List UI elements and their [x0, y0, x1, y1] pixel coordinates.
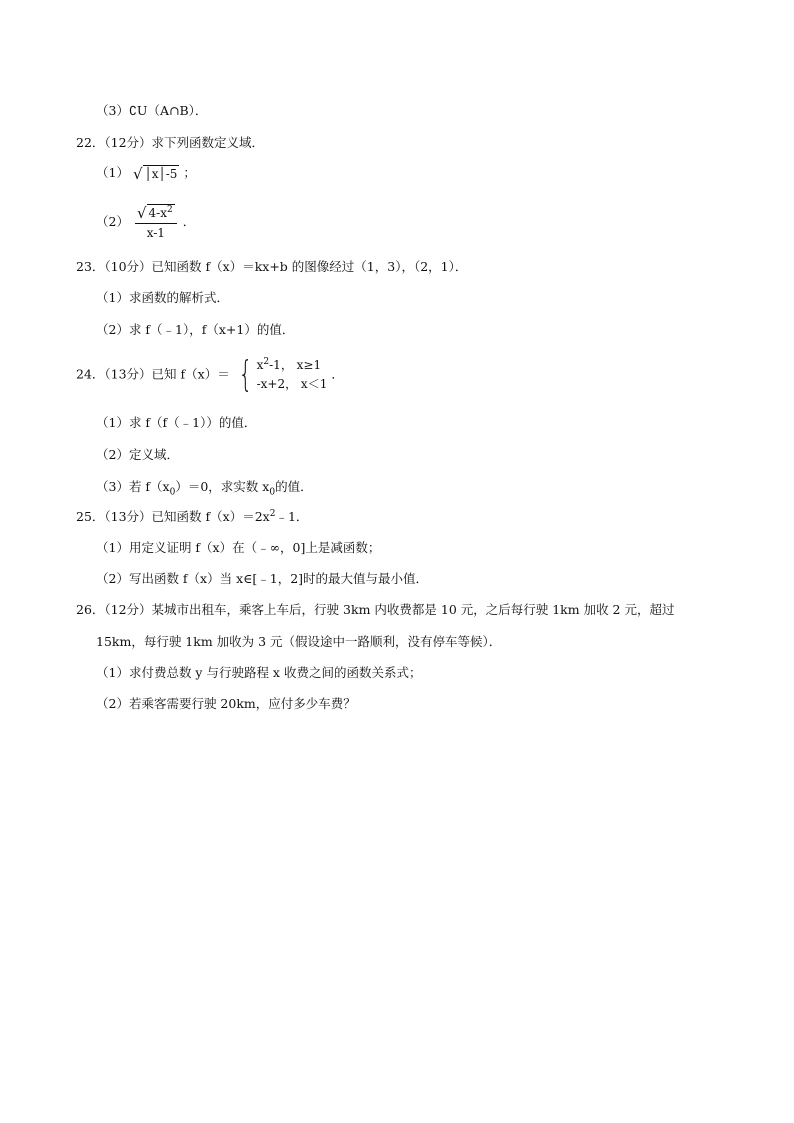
numerator-radicand — [147, 204, 175, 222]
q21-part3-text: （3）∁U（A∩B）． — [96, 103, 208, 118]
question-24-part-2 — [96, 446, 179, 464]
q22-part2-label: （2） — [96, 214, 129, 229]
piecewise-case-2: -x+2， x＜1 — [256, 377, 328, 391]
q26-stem-line2: 15km，每行驶 1km 加收为 3 元（假设途中一路顺利，没有停车等候）． — [96, 634, 502, 649]
question-26-stem-line-2 — [96, 633, 501, 651]
question-24-part-1 — [96, 414, 256, 432]
q24-part3-b: ）＝0，求实数 x — [175, 479, 270, 494]
question-26-part-1 — [96, 664, 421, 682]
q24-stem-punct: ． — [331, 366, 344, 382]
piecewise-function — [234, 356, 328, 394]
radicand: │x│-5 — [144, 166, 178, 181]
q23-part2-text: （2）求 f（﹣1），f（x+1）的值． — [96, 322, 295, 337]
question-22-stem — [76, 134, 264, 152]
question-21-part-3 — [96, 102, 207, 120]
piecewise-case-1 — [257, 356, 328, 375]
q22-part2-punct: ． — [182, 214, 196, 229]
question-23-stem — [76, 258, 467, 276]
q24-part3-c: 的值． — [275, 479, 313, 494]
question-25-stem — [76, 508, 308, 526]
fraction-expression — [135, 204, 177, 241]
q25-part1-text: （1）用定义证明 f（x）在（﹣∞，0]上是减函数； — [96, 540, 381, 555]
question-22-part-2 — [96, 204, 195, 241]
question-25-part-2 — [96, 570, 428, 588]
q22-part1-punct: ； — [183, 165, 196, 180]
fraction-numerator — [135, 204, 177, 224]
q24-part2-text: （2）定义域． — [96, 447, 179, 462]
radical-sign: √ — [132, 164, 143, 183]
radical-sign: √ — [136, 204, 147, 222]
q25-stem-exponent: 2 — [269, 508, 276, 519]
q24-part3-a: （3）若 f（x — [96, 479, 170, 494]
question-26-part-2 — [96, 695, 356, 713]
q24-part1-text: （1）求 f（f（﹣1））的值． — [96, 415, 257, 430]
case1-exponent: 2 — [263, 357, 270, 367]
numerator-exponent: 2 — [166, 205, 173, 215]
q24-part3-sub2: 0 — [269, 487, 276, 498]
question-24-stem — [76, 356, 344, 394]
left-brace: { — [238, 354, 253, 395]
question-24-part-3 — [96, 478, 313, 496]
question-22-part-1 — [96, 164, 196, 183]
q23-stem-text: 23．（10分）已知函数 f（x）＝kx+b 的图像经过（1，3），（2，1）． — [76, 259, 468, 274]
q23-part1-text: （1）求函数的解析式． — [96, 290, 229, 305]
q24-part3-sub: 0 — [169, 487, 176, 498]
q26-part1-text: （1）求付费总数 y 与行驶路程 x 收费之间的函数关系式； — [96, 665, 422, 680]
q25-part2-text: （2）写出函数 f（x）当 x∈[﹣1，2]时的最大值与最小值． — [96, 571, 429, 586]
case1-rest: -1， x≥1 — [269, 358, 322, 372]
q25-stem-b: ﹣1． — [275, 509, 309, 524]
sqrt-expression — [133, 165, 179, 183]
q22-stem-text: 22．（12分）求下列函数定义域． — [76, 135, 265, 150]
question-25-part-1 — [96, 539, 380, 557]
case1-base: x — [256, 358, 264, 372]
question-26-stem-line-1 — [76, 601, 674, 619]
piecewise-cases — [257, 356, 328, 394]
q26-part2-text: （2）若乘客需要行驶 20km，应付多少车费？ — [96, 696, 356, 711]
fraction-denominator: x-1 — [146, 226, 165, 240]
numerator-base: 4-x — [148, 206, 167, 220]
q22-part1-label: （1） — [96, 165, 129, 180]
q25-stem-a: 25．（13分）已知函数 f（x）＝2x — [76, 509, 270, 524]
q26-stem-line1: 26．（12分）某城市出租车，乘客上车后，行驶 3km 内收费都是 10 元，之后每行驶 1km 加收 2 元，超过 — [76, 602, 675, 617]
question-23-part-2 — [96, 321, 294, 339]
question-23-part-1 — [96, 289, 229, 307]
q24-stem-text: 24．（13分）已知 f（x）＝ — [76, 366, 230, 382]
